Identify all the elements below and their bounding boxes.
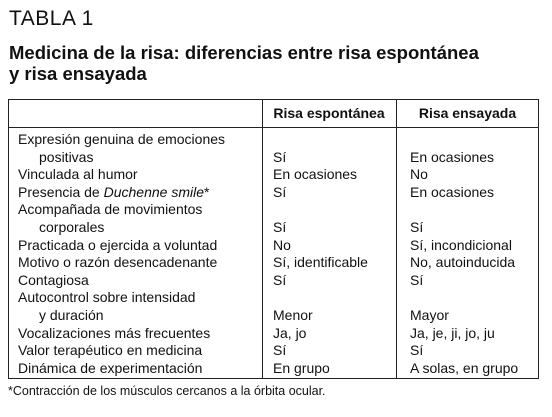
row-label-line: Vinculada al humor <box>18 166 138 183</box>
table-row <box>9 201 538 236</box>
row-label-line: Vocalizaciones más frecuentes <box>18 324 211 341</box>
row-label <box>18 325 258 343</box>
table-row <box>9 254 538 272</box>
table-title-line-2: y risa ensayada <box>9 63 147 84</box>
row-label-line: y duración <box>39 306 104 323</box>
cell-spontaneous: Sí <box>273 342 287 359</box>
cell-rehearsed: Sí, incondicional <box>410 236 512 253</box>
cell-rehearsed: A solas, en grupo <box>410 359 519 376</box>
row-label <box>18 166 258 184</box>
row-label-line: corporales <box>39 218 105 235</box>
cell-spontaneous: En grupo <box>273 359 330 376</box>
row-label <box>18 272 258 290</box>
table-row <box>9 237 538 255</box>
column-header-rehearsed: Risa ensayada <box>418 105 517 121</box>
row-label <box>18 254 258 272</box>
cell-rehearsed: No, autoinducida <box>410 254 516 271</box>
table-row <box>9 325 538 343</box>
table-row <box>9 289 538 324</box>
header-divider <box>9 127 538 128</box>
row-label <box>18 360 258 378</box>
row-label <box>18 342 258 360</box>
cell-rehearsed: Ja, je, ji, jo, ju <box>410 324 495 341</box>
row-label-line: Dinámica de experimentación <box>18 359 203 376</box>
table-row <box>9 131 538 166</box>
cell-spontaneous: Sí <box>273 218 287 235</box>
comparison-table <box>8 99 539 379</box>
row-label <box>18 237 258 255</box>
row-label-line: Acompañada de movimientos <box>18 201 203 218</box>
row-label-line: Valor terapéutico en medicina <box>18 342 203 359</box>
table-row <box>9 166 538 184</box>
column-header-spontaneous: Risa espontánea <box>273 105 385 121</box>
cell-rehearsed: Sí <box>410 342 424 359</box>
row-label <box>18 289 258 324</box>
row-label <box>18 131 258 166</box>
cell-spontaneous: Sí <box>273 183 287 200</box>
row-label-line: Contagiosa <box>18 271 89 288</box>
row-label-line: Expresión genuina de emociones <box>18 131 226 147</box>
cell-rehearsed: Sí <box>410 218 424 235</box>
cell-rehearsed: En ocasiones <box>410 148 495 165</box>
table-title-line-1: Medicina de la risa: diferencias entre risa espontánea <box>9 42 479 63</box>
table-body <box>9 131 538 377</box>
row-label <box>18 184 258 202</box>
cell-rehearsed: Sí <box>410 271 424 288</box>
cell-spontaneous: No <box>273 236 291 253</box>
cell-rehearsed: No <box>410 166 428 183</box>
table-row <box>9 272 538 290</box>
row-label-line: Autocontrol sobre intensidad <box>18 289 196 306</box>
cell-spontaneous: Sí <box>273 148 287 165</box>
table-title <box>9 42 539 84</box>
table-row <box>9 360 538 378</box>
cell-spontaneous: Ja, jo <box>273 324 307 341</box>
cell-spontaneous: Sí, identificable <box>273 254 368 271</box>
table-row <box>9 342 538 360</box>
cell-rehearsed: Mayor <box>410 306 449 323</box>
cell-rehearsed: En ocasiones <box>410 183 495 200</box>
row-label-line: Motivo o razón desencadenante <box>18 254 218 271</box>
table-row <box>9 184 538 202</box>
table-number-label: TABLA 1 <box>9 7 94 30</box>
cell-spontaneous: En ocasiones <box>273 166 358 183</box>
row-label-italic: Duchenne smile <box>103 183 204 200</box>
row-label-line: positivas <box>39 148 94 165</box>
row-label <box>18 201 258 236</box>
cell-spontaneous: Menor <box>273 306 313 323</box>
table-footnote: *Contracción de los músculos cercanos a la órbita ocular. <box>8 384 326 398</box>
row-label-line: Presencia de Duchenne smile* <box>18 183 210 200</box>
row-label-line: Practicada o ejercida a voluntad <box>18 236 218 253</box>
cell-spontaneous: Sí <box>273 271 287 288</box>
